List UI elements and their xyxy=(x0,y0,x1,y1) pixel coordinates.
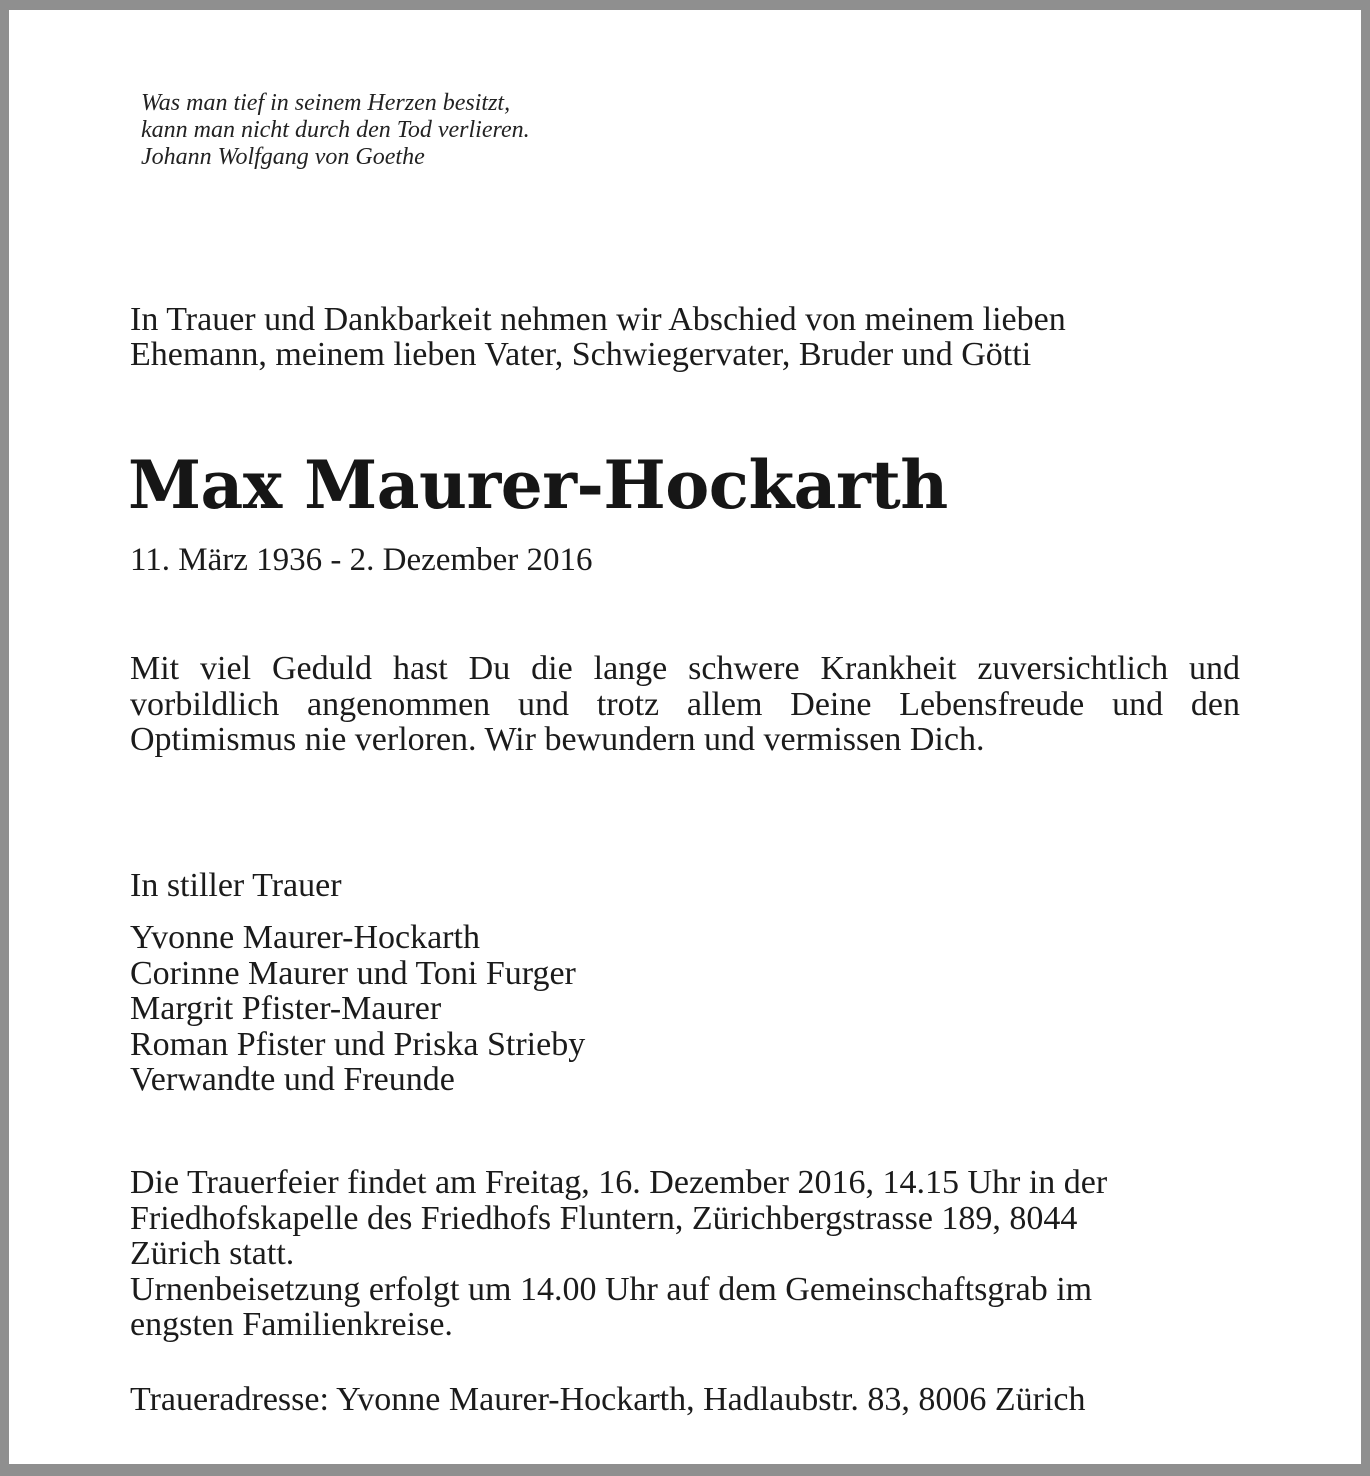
ceremony-line: Friedhofskapelle des Friedhofs Fluntern, Zürichbergstrasse 189, 8044 xyxy=(130,1199,1078,1237)
mourner-name: Yvonne Maurer-Hockarth xyxy=(130,919,480,956)
mourning-heading: In stiller Trauer xyxy=(130,867,342,904)
mourner-name: Verwandte und Freunde xyxy=(130,1061,455,1098)
intro-line: Ehemann, meinem lieben Vater, Schwiegervater, Bruder und Götti xyxy=(130,336,1032,373)
mourners-list xyxy=(130,920,585,1098)
deceased-name: Max Maurer-Hockarth xyxy=(128,446,948,524)
quote-line: kann man nicht durch den Tod verlieren. xyxy=(141,117,530,143)
ceremony-line: Die Trauerfeier findet am Freitag, 16. Dezember 2016, 14.15 Uhr in der xyxy=(130,1164,1108,1201)
goethe-quote xyxy=(141,90,841,171)
quote-author: Johann Wolfgang von Goethe xyxy=(141,144,425,170)
ceremony-line: Urnenbeisetzung erfolgt um 14.00 Uhr auf dem Gemeinschaftsgrab im xyxy=(130,1270,1093,1308)
life-dates: 11. März 1936 - 2. Dezember 2016 xyxy=(130,542,593,578)
mourner-name: Roman Pfister und Priska Strieby xyxy=(130,1025,586,1063)
intro-text xyxy=(130,302,1250,372)
mourning-address: Traueradresse: Yvonne Maurer-Hockarth, Hadlaubstr. 83, 8006 Zürich xyxy=(130,1381,1086,1418)
intro-line: In Trauer und Dankbarkeit nehmen wir Abschied von meinem lieben xyxy=(130,301,1066,338)
mourner-name: Corinne Maurer und Toni Furger xyxy=(130,954,576,992)
obituary-page xyxy=(9,10,1361,1464)
ceremony-line: engsten Familienkreise. xyxy=(130,1306,453,1343)
mourner-name: Margrit Pfister-Maurer xyxy=(130,990,442,1027)
tribute-paragraph: Mit viel Geduld hast Du die lange schwere Krankheit zuversichtlich und vorbildlich angenommen und trotz allem Deine Lebensfreude und den Optimismus nie verloren. Wir bewundern und vermissen Dich. xyxy=(130,650,1240,758)
ceremony-line: Zürich statt. xyxy=(130,1235,295,1272)
quote-line: Was man tief in seinem Herzen besitzt, xyxy=(141,90,511,116)
ceremony-info xyxy=(130,1165,1250,1343)
